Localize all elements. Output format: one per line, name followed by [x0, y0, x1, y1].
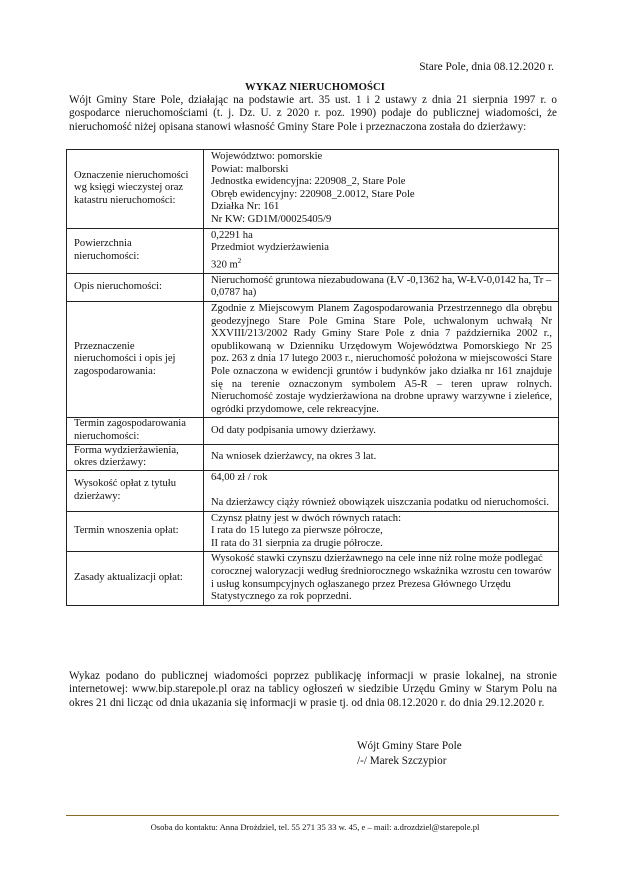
value-line: II rata do 31 sierpnia za drugie półrocze.: [211, 537, 383, 549]
row-value: [204, 511, 559, 552]
area-unit-exponent: 2: [237, 256, 242, 265]
value-line: Powiat: malborski: [211, 163, 289, 175]
value-line: Nr KW: GD1M/00025405/9: [211, 213, 332, 225]
area-value: 320 m: [211, 259, 238, 271]
table-row: [67, 552, 559, 605]
property-table: [66, 149, 559, 606]
value-line: I rata do 15 lutego za pierwsze półrocze,: [211, 525, 383, 537]
table-row: [67, 302, 559, 418]
row-label: Zasady aktualizacji opłat:: [67, 552, 204, 605]
row-value: [204, 228, 559, 273]
row-value: Nieruchomość gruntowa niezabudowana (ŁV -0,1362 ha, W-ŁV-0,0142 ha, Tr – 0,0787 ha): [204, 273, 559, 301]
value-line: 64,00 zł / rok: [211, 471, 268, 483]
date-line: Stare Pole, dnia 08.12.2020 r.: [419, 61, 554, 73]
value-line: Na dzierżawcy ciąży również obowiązek uiszczania podatku od nieruchomości.: [211, 496, 549, 508]
table-row: [67, 418, 559, 444]
row-value: [204, 150, 559, 229]
value-line: Jednostka ewidencyjna: 220908_2, Stare Pole: [211, 176, 406, 188]
row-value: [204, 470, 559, 511]
publication-note: Wykaz podano do publicznej wiadomości poprzez publikację informacji w prasie lokalnej, na stronie internetowej: www.bip.starepole.pl oraz na tablicy ogłoszeń w siedzibie Urzędu Gminy w Starym Polu na okres 21 dni licząc od dnia ukazania się informacji w prasie tj. od dnia 08.12.2020 r. do dnia 29.12.2020 r.: [69, 670, 557, 709]
row-label: Termin wnoszenia opłat:: [67, 511, 204, 552]
row-label: Wysokość opłat z tytułu dzierżawy:: [67, 470, 204, 511]
row-label: Przeznaczenie nieruchomości i opis jej zagospodarowania:: [67, 302, 204, 418]
value-line: Czynsz płatny jest w dwóch równych ratach:: [211, 512, 402, 524]
value-line: Działka Nr: 161: [211, 201, 280, 213]
row-value: Zgodnie z Miejscowym Planem Zagospodarowania Przestrzennego dla obrębu geodezyjnego Stare Pole Gmina Stare Pole, uchwalonym uchwałą Nr XXVIII/213/2002 Rady Gminy Stare Pole z dnia 7 października 2002 r., opublikowaną w Dzienniku Urzędowym Województwa Pomorskiego Nr 25 poz. 263 z dnia 17 lutego 2003 r., nieruchomość położona w miejscowości Stare Pole oznaczona w ewidencji gruntów i budynków jako działka nr 161 znajduje się na terenie oznaczonym symbolem A5-R – teren upraw rolnych. Nieruchomość zostaje wydzierżawiona na drobne uprawy warzywne i zieleńce, ogródki przydomowe, cele rekreacyjne.: [204, 302, 559, 418]
table-row: [67, 444, 559, 470]
value-line: Województwo: pomorskie: [211, 151, 323, 162]
value-line: Przedmiot wydzierżawienia: [211, 242, 329, 254]
row-label: Forma wydzierżawienia, okres dzierżawy:: [67, 444, 204, 470]
value-line: [211, 255, 552, 272]
intro-paragraph: Wójt Gminy Stare Pole, działając na podstawie art. 35 ust. 1 i 2 ustawy z dnia 21 sierpnia 1997 r. o gospodarce nieruchomościami (t. j. Dz. U. z 2020 r. poz. 1990) podaje do publicznej wiadomości, że nieruchomość niżej opisana stanowi własność Gminy Stare Pole i przeznaczona została do dzierżawy:: [69, 94, 557, 133]
table-row: [67, 470, 559, 511]
signature-name: /-/ Marek Szczypior: [357, 754, 447, 767]
row-label: Powierzchnia nieruchomości:: [67, 228, 204, 273]
row-value: Wysokość stawki czynszu dzierżawnego na cele inne niż rolne może podlegać corocznej waloryzacji według średniorocznego wskaźnika wzrostu cen towarów i usług konsumpcyjnych ogłaszanego przez Prezesa Głównego Urzędu Statystycznego za rok poprzedni.: [204, 552, 559, 605]
signature-block: [357, 739, 462, 768]
line-spacer: [211, 484, 552, 497]
row-value: Od daty podpisania umowy dzierżawy.: [204, 418, 559, 444]
footer-divider: [66, 815, 559, 816]
row-label: Oznaczenie nieruchomości wg księgi wieczystej oraz katastru nieruchomości:: [67, 150, 204, 229]
document-title: WYKAZ NIERUCHOMOŚCI: [245, 82, 385, 93]
signature-title: Wójt Gminy Stare Pole: [357, 740, 462, 752]
row-label: Opis nieruchomości:: [67, 273, 204, 301]
table-row: [67, 150, 559, 229]
contact-info: Osoba do kontaktu: Anna Drożdziel, tel. 55 271 35 33 w. 45, e – mail: a.drozdziel@starepole.pl: [150, 822, 480, 832]
value-line: Obręb ewidencyjny: 220908_2.0012, Stare Pole: [211, 188, 415, 200]
table-row: [67, 273, 559, 301]
table-row: [67, 228, 559, 273]
table-row: [67, 511, 559, 552]
row-value: Na wniosek dzierżawcy, na okres 3 lat.: [204, 444, 559, 470]
value-line: 0,2291 ha: [211, 229, 253, 241]
row-label: Termin zagospodarowania nieruchomości:: [67, 418, 204, 444]
